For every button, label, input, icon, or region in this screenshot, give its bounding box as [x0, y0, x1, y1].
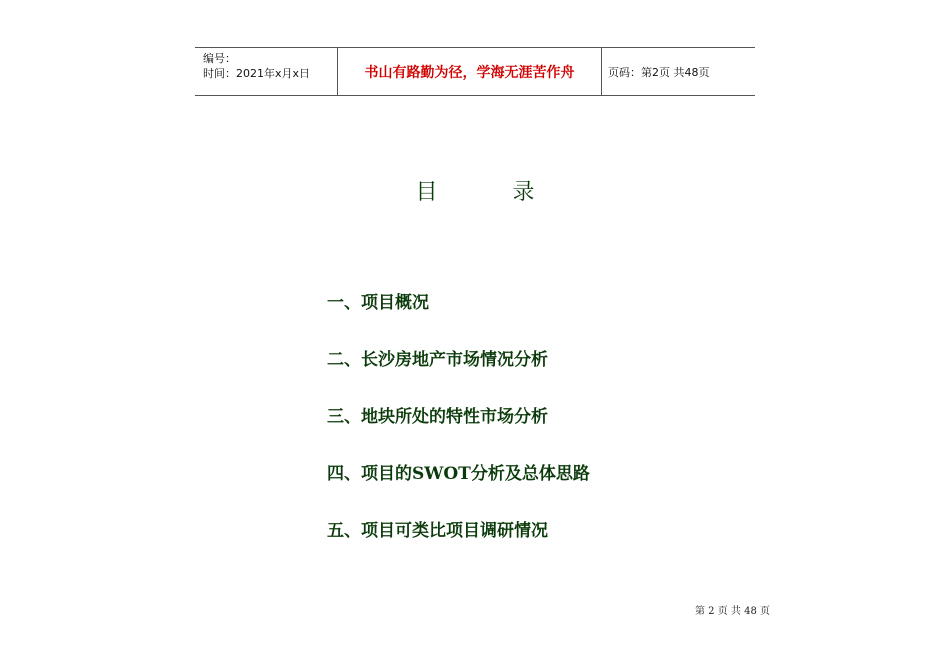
number-label: 编号： — [203, 52, 236, 65]
toc-item: 一、项目概况 — [327, 293, 429, 313]
toc-item: 二、长沙房地产市场情况分析 — [327, 350, 548, 370]
header-table — [195, 47, 755, 96]
page-code-text: 页码：第2页 共48页 — [608, 65, 710, 79]
time-label: 时间：2021年x月x日 — [203, 67, 311, 80]
toc-item: 三、地块所处的特性市场分析 — [327, 407, 548, 427]
motto-text: 书山有路勤为径，学海无涯苦作舟 — [364, 64, 575, 81]
toc-item: 四、项目的SWOT分析及总体思路 — [327, 464, 590, 484]
toc-list — [327, 290, 590, 575]
header-meta-cell — [195, 48, 338, 95]
motto-cell — [338, 48, 602, 95]
page-footer: 第 2 页 共 48 页 — [695, 606, 770, 617]
page-code-cell — [602, 48, 755, 95]
toc-item: 五、项目可类比项目调研情况 — [327, 521, 548, 541]
toc-title: 目 录 — [415, 180, 569, 205]
